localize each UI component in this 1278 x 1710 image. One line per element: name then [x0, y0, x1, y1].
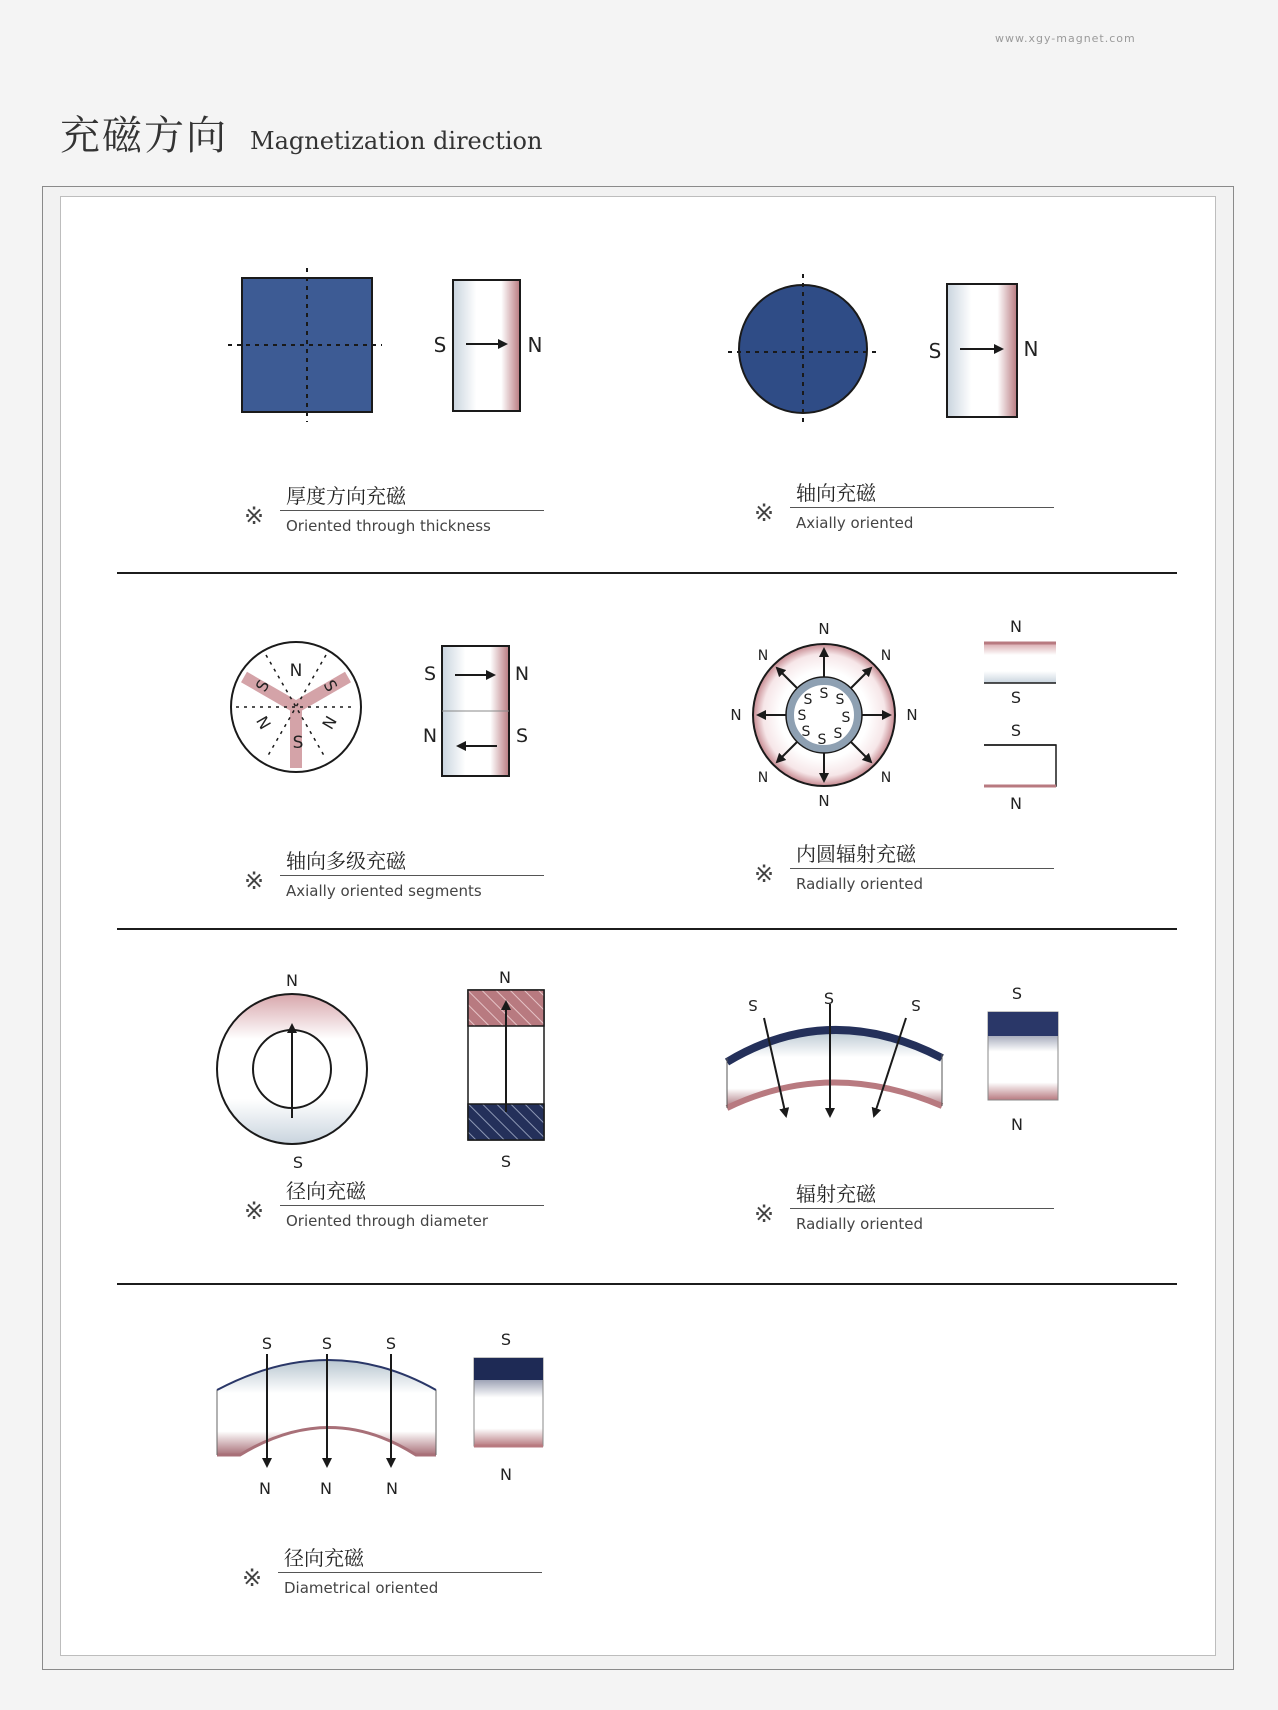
caption-en: Oriented through thickness	[286, 517, 491, 535]
pole-label-s: S	[292, 733, 304, 753]
pole-label-n: N	[1011, 1115, 1023, 1134]
pole-label-s: S	[835, 692, 845, 708]
segmented-disc-diagram	[231, 642, 361, 772]
note-mark: ※	[754, 1200, 775, 1228]
caption-zh: 轴向多级充磁	[286, 849, 406, 873]
pole-label-n: N	[252, 712, 275, 733]
pole-label-n: N	[527, 333, 543, 357]
caption-zh: 径向充磁	[286, 1179, 366, 1203]
pole-label-n: N	[286, 971, 298, 990]
caption-underline	[280, 875, 544, 876]
caption-zh: 径向充磁	[284, 1546, 364, 1570]
disc-diagram	[728, 274, 878, 426]
pole-label-s: S	[385, 1334, 397, 1353]
note-mark: ※	[242, 1564, 263, 1592]
caption-inner-radial	[754, 838, 1054, 898]
inner-radial-section-diagram	[984, 617, 1056, 813]
note-mark: ※	[754, 860, 775, 888]
pole-label-s: S	[321, 1334, 333, 1353]
pole-label-s: S	[292, 1153, 304, 1172]
pole-label-s: S	[423, 663, 437, 685]
pole-label-n: N	[757, 770, 769, 786]
pole-label-n: N	[818, 620, 830, 638]
pole-label-s: S	[1011, 984, 1023, 1003]
caption-underline	[790, 1208, 1054, 1209]
inner-radial-ring-diagram	[730, 620, 917, 810]
pole-label-s: S	[928, 339, 942, 363]
pole-label-s: S	[748, 996, 758, 1014]
pole-label-s: S	[819, 686, 829, 702]
pole-label-n: N	[730, 706, 742, 724]
caption-zh: 内圆辐射充磁	[796, 842, 916, 866]
caption-diametrical	[242, 1542, 542, 1602]
pole-label-s: S	[500, 1152, 512, 1171]
caption-underline	[790, 507, 1054, 508]
pole-label-s: S	[500, 1330, 512, 1349]
pole-label-s: S	[841, 710, 851, 726]
caption-diameter	[244, 1175, 544, 1235]
caption-en: Radially oriented	[796, 875, 924, 893]
note-mark: ※	[754, 499, 775, 527]
pole-label-n: N	[259, 1479, 271, 1498]
site-url: www.xgy-magnet.com	[995, 32, 1136, 45]
radial-arc-diagram	[727, 989, 942, 1116]
caption-underline	[280, 510, 544, 511]
pole-label-s: S	[803, 692, 813, 708]
caption-en: Radially oriented	[796, 1215, 924, 1233]
diameter-section-diagram	[468, 968, 544, 1171]
pole-label-s: S	[433, 333, 447, 357]
pole-label-s: S	[801, 724, 811, 740]
pole-label-s: S	[261, 1334, 273, 1353]
pole-label-n: N	[318, 712, 341, 733]
pole-label-s: S	[823, 989, 835, 1008]
pole-label-n: N	[514, 663, 530, 685]
pole-label-s: S	[1010, 721, 1022, 740]
caption-underline	[278, 1572, 542, 1573]
diameter-ring-diagram	[217, 971, 367, 1172]
caption-axial	[754, 477, 1054, 537]
caption-en: Axially oriented segments	[286, 882, 482, 900]
pole-label-n: N	[880, 648, 892, 664]
pole-label-n: N	[289, 661, 303, 681]
pole-label-s: S	[319, 676, 342, 695]
pole-label-n: N	[320, 1479, 332, 1498]
note-mark: ※	[244, 867, 265, 895]
note-mark: ※	[244, 1197, 265, 1225]
caption-axial-segments	[244, 845, 544, 905]
diametrical-arc-diagram	[217, 1334, 436, 1498]
square-plate-diagram	[228, 268, 382, 422]
pole-label-n: N	[500, 1465, 512, 1484]
caption-zh: 辐射充磁	[796, 1182, 876, 1206]
caption-en: Diametrical oriented	[284, 1579, 439, 1597]
note-mark: ※	[244, 502, 265, 530]
pole-label-s: S	[251, 676, 274, 695]
caption-zh: 厚度方向充磁	[286, 484, 406, 508]
axial-bar-diagram	[929, 284, 1039, 417]
caption-thickness	[244, 480, 544, 540]
caption-en: Axially oriented	[796, 514, 914, 532]
pole-label-s: S	[833, 726, 843, 742]
pole-label-n: N	[906, 706, 918, 724]
thickness-bar-diagram	[434, 280, 543, 411]
diametrical-section-diagram	[474, 1330, 543, 1484]
caption-underline	[280, 1205, 544, 1206]
pole-label-n: N	[422, 725, 438, 747]
pole-label-n: N	[880, 770, 892, 786]
pole-label-n: N	[1010, 794, 1022, 813]
radial-section-diagram	[988, 984, 1058, 1134]
pole-label-n: N	[499, 968, 511, 987]
caption-zh: 轴向充磁	[796, 481, 876, 505]
caption-radial	[754, 1178, 1054, 1238]
pole-label-s: S	[515, 725, 529, 747]
segments-bar-diagram	[423, 646, 529, 776]
pole-label-n: N	[386, 1479, 398, 1498]
pole-label-s: S	[911, 996, 921, 1014]
page-title-en: Magnetization direction	[250, 127, 543, 155]
pole-label-n: N	[1010, 617, 1022, 636]
page-title-zh: 充磁方向	[60, 113, 228, 159]
pole-label-s: S	[797, 708, 807, 724]
pole-label-n: N	[1023, 337, 1039, 361]
pole-label-n: N	[757, 648, 769, 664]
pole-label-n: N	[818, 792, 830, 810]
caption-en: Oriented through diameter	[286, 1212, 488, 1230]
caption-underline	[790, 868, 1054, 869]
pole-label-s: S	[817, 732, 827, 748]
pole-label-s: S	[1010, 688, 1022, 707]
